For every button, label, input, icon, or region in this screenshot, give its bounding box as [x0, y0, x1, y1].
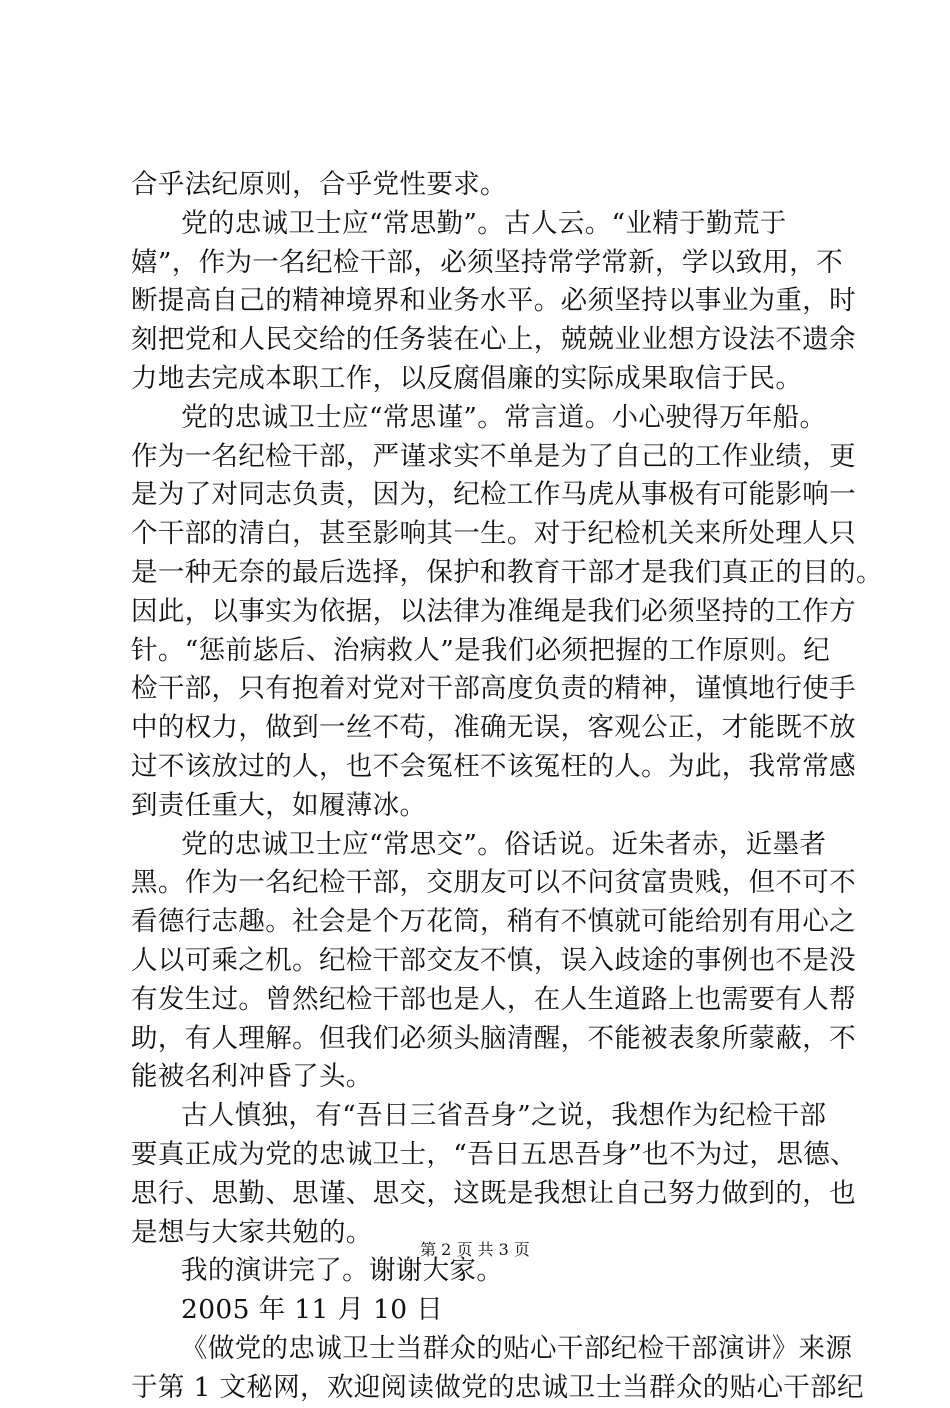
- body-text: [131, 166, 883, 1408]
- text-line: 刻把党和人民交给的任务装在心上，兢兢业业想方设法不遗余: [131, 324, 856, 356]
- text-line: 个干部的清白，甚至影响其一生。对于纪检机关来所处理人只: [131, 518, 856, 550]
- text-line: 是为了对同志负责，因为，纪检工作马虎从事极有可能影响一: [131, 479, 856, 511]
- text-line: 古人慎独，有“吾日三省吾身”之说，我想作为纪检干部: [181, 1100, 827, 1132]
- text-line: 于第 1 文秘网，欢迎阅读做党的忠诚卫士当群众的贴心干部纪: [131, 1371, 864, 1403]
- text-line: 看德行志趣。社会是个万花筒，稍有不慎就可能给别有用心之: [131, 906, 856, 938]
- text-line: 我的演讲完了。谢谢大家。: [181, 1255, 504, 1287]
- text-line: 有发生过。曾然纪检干部也是人，在人生道路上也需要有人帮: [131, 983, 856, 1015]
- text-line: 力地去完成本职工作，以反腐倡廉的实际成果取信于民。: [131, 362, 803, 394]
- text-line: 中的权力，做到一丝不苟，准确无误，客观公正，才能既不放: [131, 712, 856, 744]
- text-line: 助，有人理解。但我们必须头脑清醒，不能被表象所蒙蔽，不: [131, 1022, 856, 1054]
- text-line: 是想与大家共勉的。: [131, 1216, 373, 1248]
- text-line: 党的忠诚卫士应“常思谨”。常言道。小心驶得万年船。: [181, 401, 827, 433]
- text-line: 能被名利冲昏了头。: [131, 1061, 373, 1093]
- text-line: 思行、思勤、思谨、思交，这既是我想让自己努力做到的，也: [131, 1177, 856, 1209]
- text-line: 断提高自己的精神境界和业务水平。必须坚持以事业为重，时: [131, 285, 856, 317]
- text-line: 党的忠诚卫士应“常思勤”。古人云。“业精于勤荒于: [181, 207, 787, 239]
- text-line: 《做党的忠诚卫士当群众的贴心干部纪检干部演讲》来源: [181, 1332, 853, 1364]
- text-line: 针。“惩前毖后、治病救人”是我们必须把握的工作原则。纪: [131, 634, 831, 666]
- text-line: 人以可乘之机。纪检干部交友不慎，误入歧途的事例也不是没: [131, 944, 856, 976]
- text-line: 要真正成为党的忠诚卫士，“吾日五思吾身”也不为过，思德、: [131, 1138, 857, 1170]
- text-line: 是一种无奈的最后选择，保护和教育干部才是我们真正的目的。: [131, 556, 883, 588]
- text-line: 嬉”，作为一名纪检干部，必须坚持常学常新，学以致用，不: [131, 246, 843, 278]
- text-line: 2005 年 11 月 10 日: [181, 1294, 444, 1326]
- text-line: 黑。作为一名纪检干部，交朋友可以不问贫富贵贱，但不可不: [131, 867, 856, 899]
- text-line: 过不该放过的人，也不会冤枉不该冤枉的人。为此，我常常感: [131, 750, 856, 782]
- text-line: 因此，以事实为依据，以法律为准绳是我们必须坚持的工作方: [131, 595, 856, 627]
- text-line: 到责任重大，如履薄冰。: [131, 789, 427, 821]
- text-line: 作为一名纪检干部，严谨求实不单是为了自己的工作业绩，更: [131, 440, 856, 472]
- text-line: 检干部，只有抱着对党对干部高度负责的精神，谨慎地行使手: [131, 673, 856, 705]
- text-line: 合乎法纪原则，合乎党性要求。: [131, 169, 507, 200]
- page-number-footer: 第 2 页 共 3 页: [420, 1240, 530, 1259]
- text-line: 党的忠诚卫士应“常思交”。俗话说。近朱者赤，近墨者: [181, 828, 827, 860]
